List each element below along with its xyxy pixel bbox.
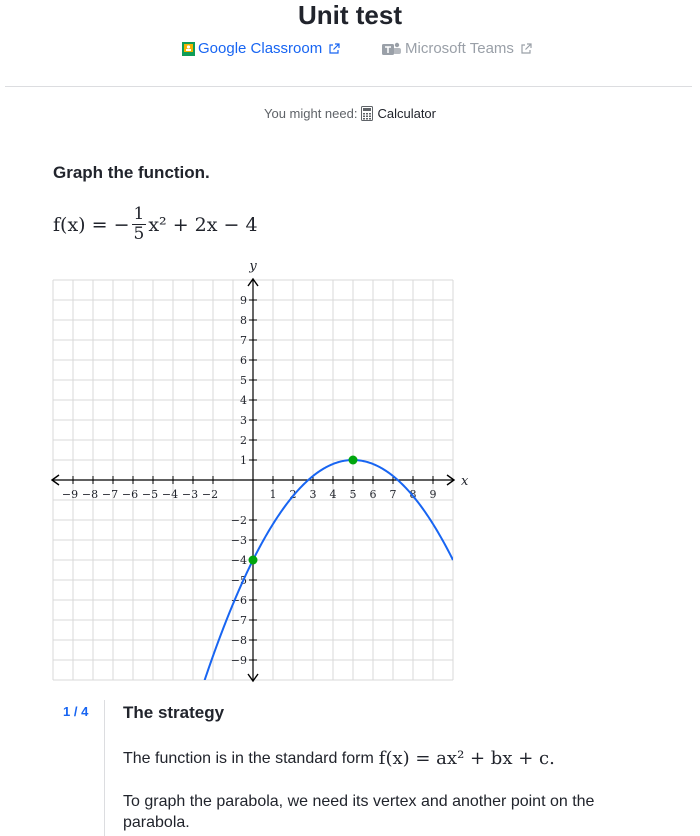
- x-tick-label: −9: [61, 488, 79, 501]
- y-tick-label: −6: [230, 594, 247, 607]
- x-tick-label: 1: [269, 488, 277, 501]
- y-tick-label: 1: [240, 454, 247, 467]
- formula-lhs: f(x) = −: [53, 213, 130, 236]
- standard-form-math: f(x) = ax² + bx + c.: [378, 748, 555, 769]
- formula-rhs: x² + 2x − 4: [148, 213, 258, 236]
- step-counter: 1 / 4: [63, 704, 89, 719]
- y-axis-label: y: [249, 259, 257, 274]
- microsoft-teams-label: Microsoft Teams: [405, 40, 514, 57]
- step-paragraph-2: To graph the parabola, we need its vertex and another point on the parabola.: [123, 793, 595, 831]
- x-tick-label: 6: [369, 488, 377, 501]
- x-tick-label: 5: [349, 488, 357, 501]
- needs-label: You might need:: [263, 106, 358, 121]
- google-classroom-label: Google Classroom: [198, 40, 323, 57]
- x-tick-label: −2: [201, 488, 219, 501]
- x-tick-label: 3: [309, 488, 317, 501]
- y-tick-label: −3: [230, 534, 247, 547]
- y-tick-label: 8: [240, 314, 247, 327]
- y-tick-label: 2: [240, 434, 247, 447]
- x-tick-label: 8: [409, 488, 417, 501]
- x-tick-label: −6: [121, 488, 139, 501]
- y-tick-label: −9: [230, 654, 247, 667]
- x-tick-label: −7: [101, 488, 119, 501]
- x-tick-label: −4: [161, 488, 179, 501]
- x-tick-label: 9: [429, 488, 437, 501]
- y-tick-label: −8: [230, 634, 247, 647]
- y-tick-label: 6: [240, 354, 247, 367]
- calculator-label: Calculator: [377, 106, 436, 121]
- y-tick-label: −2: [230, 514, 247, 527]
- y-tick-label: −7: [230, 614, 247, 627]
- formula-numerator: 1: [133, 204, 145, 224]
- point-vertex: [349, 456, 358, 465]
- x-tick-label: 2: [289, 488, 297, 501]
- y-tick-label: 3: [240, 414, 247, 427]
- y-tick-label: −5: [230, 574, 247, 587]
- x-tick-label: −5: [141, 488, 159, 501]
- y-tick-label: 7: [240, 334, 247, 347]
- x-tick-label: −8: [81, 488, 99, 501]
- step-paragraph-1-text: The function is in the standard form: [123, 750, 374, 767]
- y-tick-label: 9: [240, 294, 247, 307]
- y-tick-label: −4: [230, 554, 247, 567]
- point-y-intercept: [249, 556, 258, 565]
- x-axis-label: x: [461, 474, 469, 489]
- y-tick-label: 5: [240, 374, 247, 387]
- step-title: The strategy: [123, 703, 225, 722]
- step-paragraph-1: [123, 748, 663, 769]
- y-tick-label: 4: [240, 394, 247, 407]
- x-tick-label: −3: [181, 488, 199, 501]
- question-prompt: Graph the function.: [53, 163, 210, 182]
- formula-denominator: 5: [133, 224, 145, 244]
- steps-gutter: [104, 700, 105, 836]
- x-tick-label: 4: [329, 488, 337, 501]
- page-title: Unit test: [298, 0, 402, 30]
- x-tick-label: 7: [389, 488, 397, 501]
